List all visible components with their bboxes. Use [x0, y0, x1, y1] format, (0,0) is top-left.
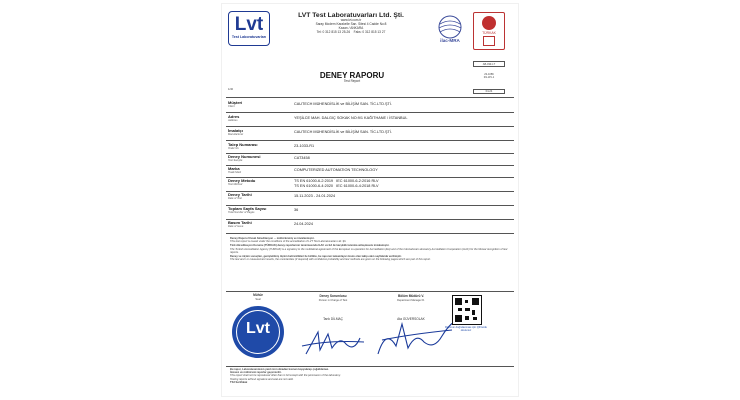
qr-module — [458, 308, 462, 311]
lvt-logo-caption: Test Laboratuvarları — [231, 35, 267, 39]
field-label-en: Order No — [228, 147, 239, 150]
responsible-name: Tarık DİLMAÇ — [323, 317, 343, 321]
field-value: 23-1033-R1 — [294, 144, 315, 148]
manager-label: Bölüm Müdürü V. — [397, 294, 425, 298]
divider — [226, 205, 514, 206]
field-label: Marka — [228, 166, 240, 171]
field-row — [228, 114, 239, 122]
page-number: 1/40 — [228, 88, 234, 91]
statement-en-2: The Turkish Accreditation Agency (TURKAK) is a signatory to the multilateral agreement of the European co-operation for Accreditation (EA) and of the International Laboratory Accreditation Cooperation (ILAC) for the Mutual recognition of test reports. — [230, 247, 508, 254]
divider — [226, 291, 514, 292]
company-phone: Tel: 0 312 815 13 25-26 — [316, 30, 351, 35]
footer-note-tr-2: İmzasız ve mühürsüz raporlar geçersizdir. — [230, 371, 282, 375]
company-fax: Faks: 0 312 815 13 27 — [353, 30, 386, 35]
field-label-en: Client — [228, 105, 235, 108]
divider — [226, 140, 514, 141]
field-value: 24.04.2024 — [294, 222, 314, 226]
accreditation-number: AB-0341-T — [473, 61, 505, 67]
qr-module — [465, 316, 469, 320]
company-website: www.lvt.com.tr — [340, 18, 362, 22]
divider — [226, 366, 514, 367]
report-code: 23-1086 — [484, 73, 494, 77]
report-title: DENEY RAPORU — [319, 71, 385, 80]
turkak-logo — [473, 12, 505, 50]
divider — [226, 219, 514, 220]
responsible-block — [298, 295, 368, 322]
field-label-en: Date of Test — [228, 197, 242, 200]
field-label-en: Manufacturer — [228, 133, 244, 136]
field-label: Basım Tarihi — [228, 220, 252, 225]
field-value: COMPUTERIZED AUTOMATION TECHNOLOGY — [294, 168, 378, 172]
accreditation-codes — [473, 61, 505, 94]
report-subtitle: Test Report — [343, 79, 361, 83]
turkak-emblem-icon — [482, 16, 496, 30]
report-revision: R1-W1-1 — [483, 76, 495, 80]
field-value: YEŞİLCE MAH. DALGIÇ SOKAK NO:9/1 KAĞITHANE / İSTANBUL — [294, 116, 408, 120]
responsible-signature — [298, 326, 368, 360]
statement-tr-3: Deney ve ölçüm sonuçları, genişletilmiş ölçüm belirsizlikleri ile birlikte, bu raporun tamamlayıcı kısmı olan takip eden sayfalarda verilmiştir. — [230, 255, 402, 259]
manager-label-en: Department Manager D. — [397, 298, 425, 302]
report-title-block — [282, 71, 422, 84]
field-value: TS EN 61000-6-2:2019 IEC 61000-6-2:2016 RLV — [294, 179, 379, 183]
field-label-en: Date of Issue — [228, 225, 244, 228]
field-label: Toplam Sayfa Sayısı — [228, 206, 267, 211]
qr-finder-bottom-left — [455, 315, 462, 322]
qr-finder-top-right — [472, 298, 479, 305]
divider — [226, 177, 514, 178]
field-label-en: Test Sample — [228, 159, 243, 162]
field-value: 15.11.2023 - 24.01.2024 — [294, 194, 336, 198]
divider — [226, 191, 514, 192]
qr-module — [465, 300, 468, 303]
field-label: Deney Numunesi — [228, 154, 261, 159]
ilac-mra-logo — [432, 14, 468, 48]
field-label-en: Test Method — [228, 183, 243, 186]
report-date-code: 04-24 — [473, 89, 505, 94]
field-label: Müşteri — [228, 100, 243, 105]
field-row — [228, 100, 242, 108]
divider — [226, 233, 514, 234]
footer-notes — [230, 368, 512, 384]
seal-label-en: Seal — [255, 297, 261, 301]
turkak-label: TÜRKAK — [482, 31, 496, 35]
field-row — [228, 192, 252, 200]
seal-text: Lvt — [246, 320, 270, 337]
qr-module — [465, 308, 470, 311]
field-label-en: Trade Mark — [228, 171, 242, 174]
seal-label-block — [236, 294, 280, 301]
field-label-en: Total Number of Pages — [228, 211, 255, 214]
verification-qr-code[interactable] — [452, 295, 482, 325]
field-row — [228, 128, 243, 136]
field-label-en: Address — [228, 119, 238, 122]
lvt-logo — [228, 11, 270, 46]
field-row — [228, 220, 252, 228]
field-value: 36 — [294, 208, 299, 212]
field-value-secondary: TS EN 61000-6-4:2020 IEC 61000-6-4:2018 RLV — [294, 184, 379, 188]
field-label: Deney Metodu — [228, 178, 256, 183]
qr-module — [473, 317, 477, 320]
footer-certificate-code: TS3 Sertifakat — [230, 380, 248, 384]
statement-en-1: This test report is issued under the conditions of the accreditation of LVT Test Laboratuvarları Ltd. Şti. — [230, 240, 347, 244]
divider — [226, 153, 514, 154]
field-row — [228, 154, 260, 162]
qr-module — [472, 310, 475, 315]
qr-finder-top-left — [455, 298, 462, 305]
field-row — [228, 142, 258, 150]
field-row — [228, 166, 241, 174]
field-value: CAUTECH MÜHENDİSLİK ve BİLİŞİM SAN. TİC.LTD.ŞTİ. — [294, 102, 392, 106]
company-block — [276, 12, 426, 35]
footer-note-en-1: This report shall not be reproduced other than in full except with the permission of the laboratory. — [230, 374, 341, 378]
field-label: Talep Numarası — [228, 142, 258, 147]
field-row — [228, 206, 266, 214]
footer-note-en-2: Testing reports without signature and seal are not valid. — [230, 377, 294, 381]
lvt-logo-text: Lvt — [234, 14, 264, 35]
field-label: Deney Tarihi — [228, 192, 252, 197]
company-name: LVT Test Laboratuvarları Ltd. Şti. — [298, 12, 404, 19]
divider — [226, 112, 514, 113]
field-value: CAT3458 — [294, 156, 310, 160]
divider — [226, 97, 514, 98]
statement-tr-2: Türk Akreditasyon Kurumu (TÜRKAK) deney raporlarının tanınmasında ILAC ve EA ile karşılıklı tanınma anlaşmasını imzalamıştır. — [230, 244, 390, 248]
divider — [226, 126, 514, 127]
company-seal — [232, 306, 284, 358]
company-address-line1: Saray Modern Karakelle San. Sitesi 4 Cadde No:8 — [315, 21, 387, 26]
responsible-label: Deney Sorumlusu — [319, 294, 347, 298]
turkak-badge-icon — [483, 36, 495, 46]
statements-block — [230, 237, 512, 261]
statement-en-3: The test and / or measurement results, the uncertainties (if required) with confidence probability and test methods are given on the following pages which are part of this report. — [230, 258, 431, 262]
field-row — [228, 178, 255, 186]
ilac-mra-label: ilac-MRA — [440, 38, 460, 43]
field-value: CAUTECH MÜHENDİSLİK ve BİLİŞİM SAN. TİC.LTD.ŞTİ. — [294, 130, 392, 134]
field-label: Adres — [228, 114, 240, 119]
test-report-document — [222, 4, 518, 396]
responsible-label-en: Person in Charge of Test — [318, 298, 348, 302]
divider — [226, 165, 514, 166]
seal-label: Mühür — [253, 293, 263, 297]
manager-name: Ata GÜVERSOLAK — [397, 317, 425, 321]
statement-tr-1: Deney Raporu Ulusal Akreditasyon ... mühürlenmiş ve imzalanmıştır. — [230, 237, 315, 240]
company-address-line2: Kazan / ANKARA — [338, 25, 364, 30]
field-label: İmalatçı — [228, 128, 243, 133]
footer-note-tr-1: Bu rapor, Laboratuvarımızın yazılı izni olmadan kısmen kopyalanıp çoğaltılamaz. — [230, 368, 329, 371]
manager-signature — [372, 316, 458, 360]
qr-caption: Raporun doğrulanması için QR kodu okutunuz — [445, 326, 487, 333]
company-contact — [276, 31, 426, 35]
